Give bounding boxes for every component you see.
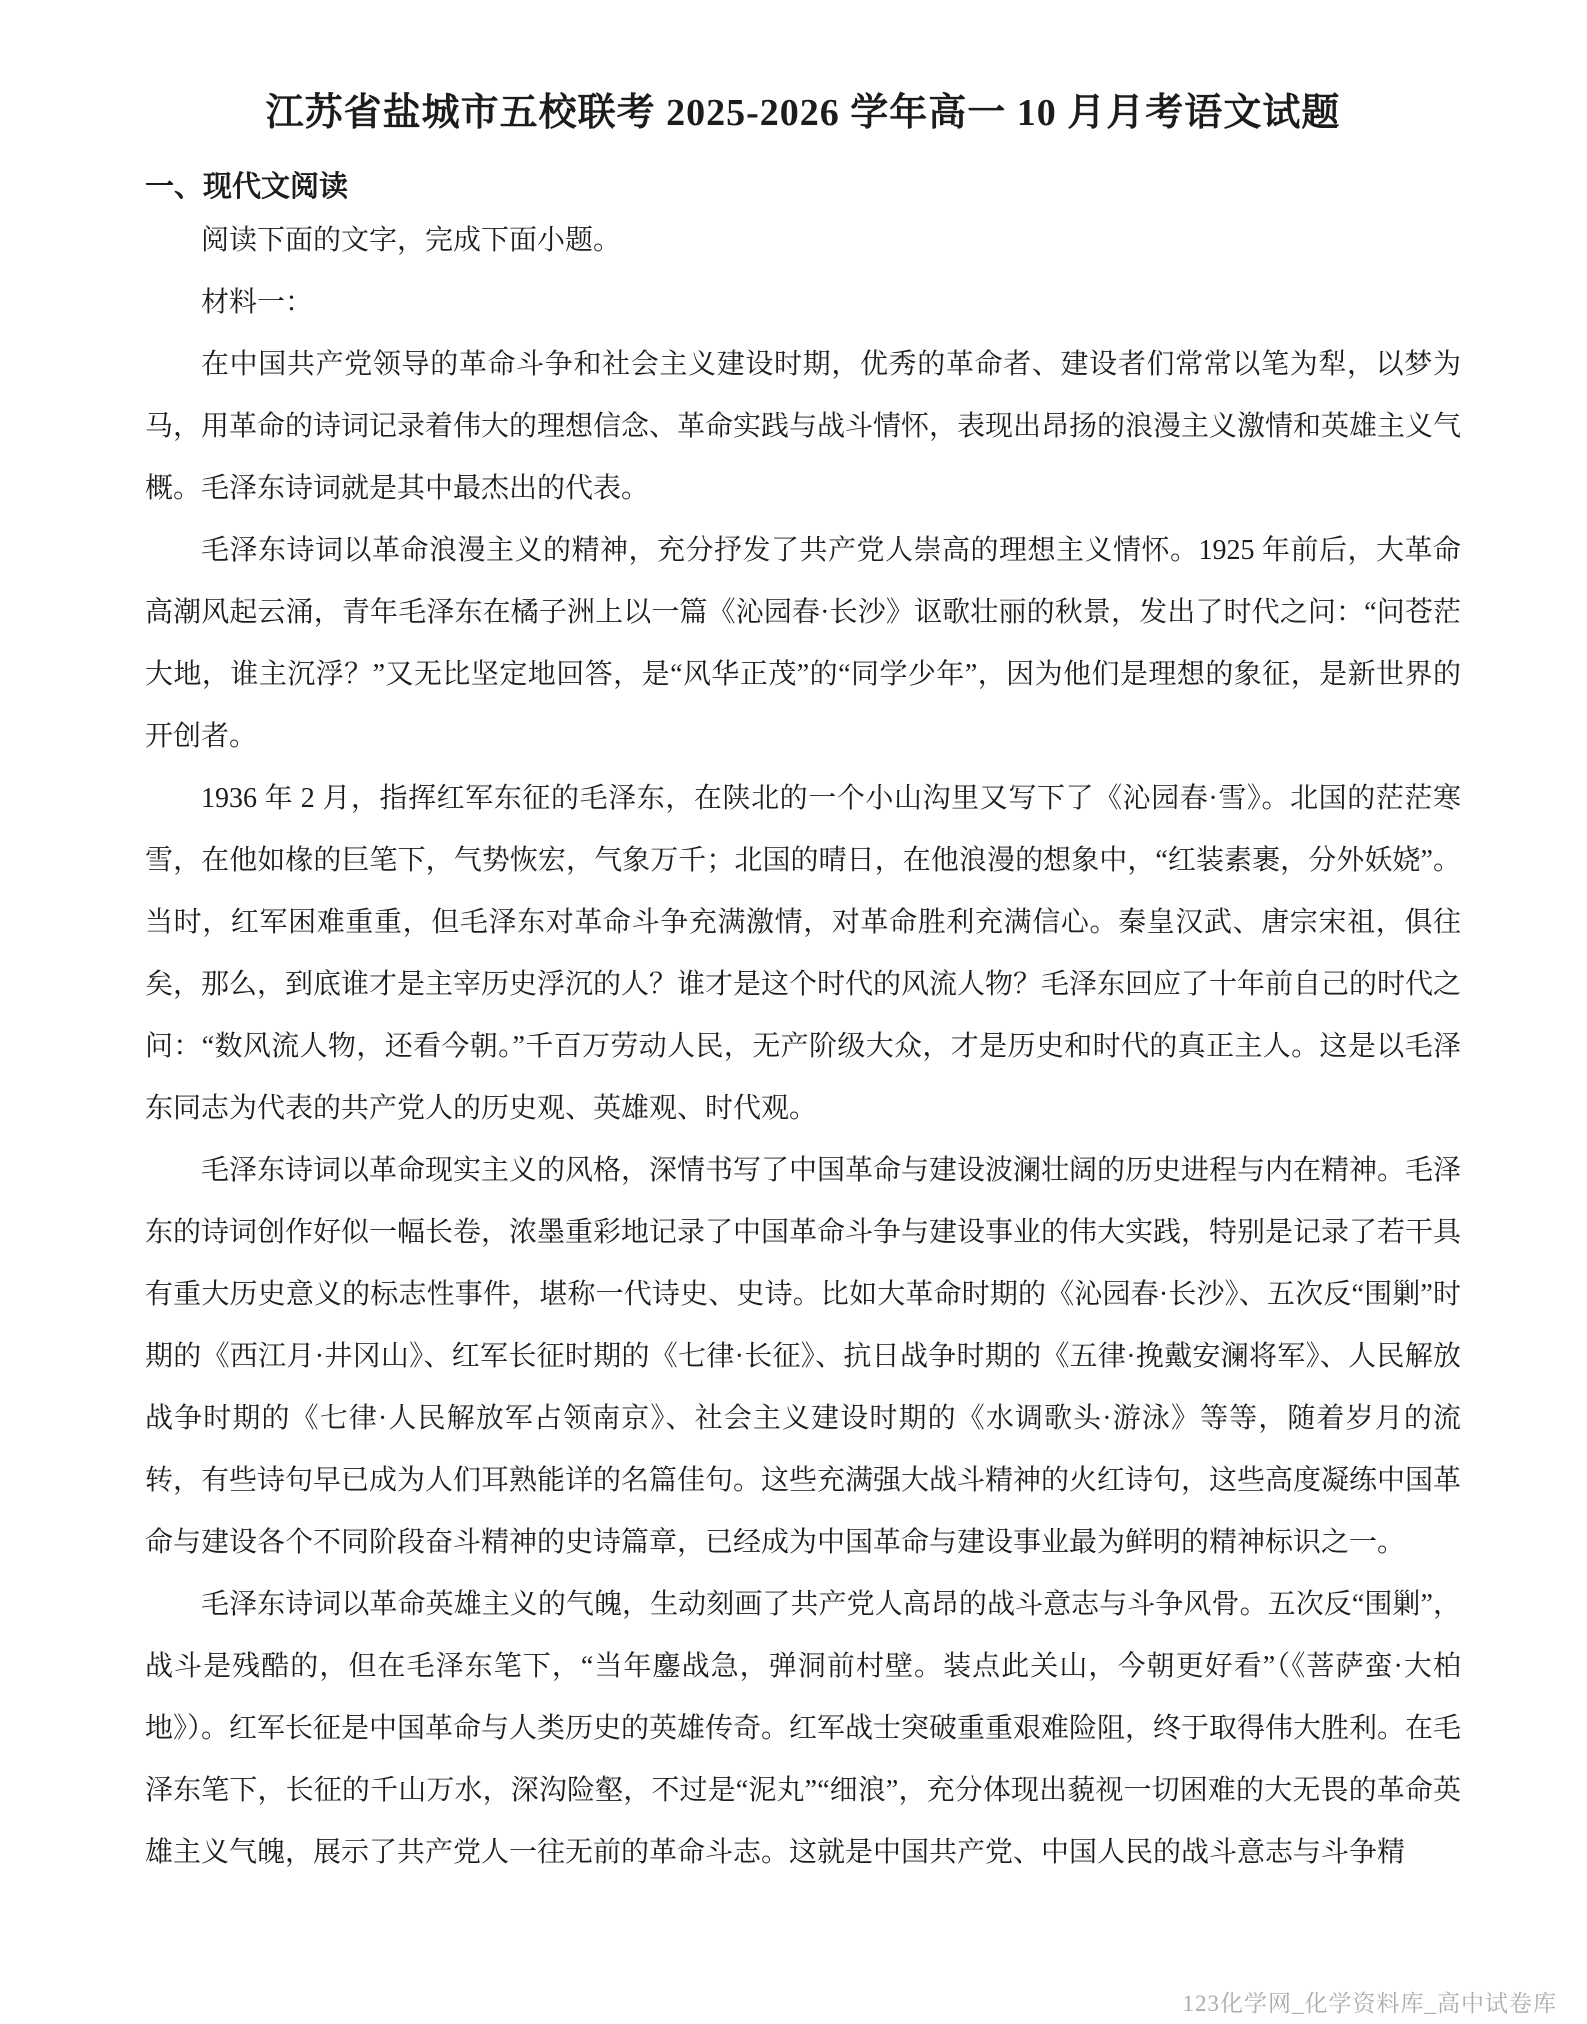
- watermark: 123化学网_化学资料库_高中试卷库: [1182, 1991, 1557, 2016]
- material-one-label: 材料一：: [201, 287, 314, 318]
- material-paragraph-2: 毛泽东诗词以革命浪漫主义的精神，充分抒发了共产党人崇高的理想主义情怀。1925 年前后，大革命高潮风起云涌，青年毛泽东在橘子洲上以一篇《沁园春·长沙》讴歌壮丽的秋景，发出了时代之问：“问苍茫大地，谁主沉浮？”又无比坚定地回答，是“风华正茂”的“同学少年”，因为他们是理想的象征，是新世界的开创者。: [145, 535, 1461, 752]
- material-paragraph-4: 毛泽东诗词以革命现实主义的风格，深情书写了中国革命与建设波澜壮阔的历史进程与内在精神。毛泽东的诗词创作好似一幅长卷，浓墨重彩地记录了中国革命斗争与建设事业的伟大实践，特别是记录了若干具有重大历史意义的标志性事件，堪称一代诗史、史诗。比如大革命时期的《沁园春·长沙》、五次反“围剿”时期的《西江月·井冈山》、红军长征时期的《七律·长征》、抗日战争时期的《五律·挽戴安澜将军》、人民解放战争时期的《七律·人民解放军占领南京》、社会主义建设时期的《水调歌头·游泳》等等，随着岁月的流转，有些诗句早已成为人们耳熟能详的名篇佳句。这些充满强大战斗精神的火红诗句，这些高度凝练中国革命与建设各个不同阶段奋斗精神的史诗篇章，已经成为中国革命与建设事业最为鲜明的精神标识之一。: [145, 1155, 1462, 1558]
- page-title: 江苏省盐城市五校联考 2025-2026 学年高一 10 月月考语文试题: [265, 92, 1341, 134]
- reading-passage: [145, 210, 1461, 1884]
- material-paragraph-5: 毛泽东诗词以革命英雄主义的气魄，生动刻画了共产党人高昂的战斗意志与斗争风骨。五次反“围剿”，战斗是残酷的，但在毛泽东笔下，“当年鏖战急，弹洞前村壁。装点此关山，今朝更好看”（《菩萨蛮·大柏地》）。红军长征是中国革命与人类历史的英雄传奇。红军战士突破重重艰难险阻，终于取得伟大胜利。在毛泽东笔下，长征的千山万水，深沟险壑，不过是“泥丸”“细浪”，充分体现出藐视一切困难的大无畏的革命英雄主义气魄，展示了共产党人一往无前的革命斗志。这就是中国共产党、中国人民的战斗意志与斗争精: [145, 1589, 1462, 1868]
- material-paragraph-1: 在中国共产党领导的革命斗争和社会主义建设时期，优秀的革命者、建设者们常常以笔为犁，以梦为马，用革命的诗词记录着伟大的理想信念、革命实践与战斗情怀，表现出昂扬的浪漫主义激情和英雄主义气概。毛泽东诗词就是其中最杰出的代表。: [145, 349, 1462, 504]
- section-heading-modern-text-reading: 一、现代文阅读: [145, 171, 349, 203]
- material-paragraph-3: 1936 年 2 月，指挥红军东征的毛泽东，在陕北的一个小山沟里又写下了《沁园春·雪》。北国的茫茫寒雪，在他如椽的巨笔下，气势恢宏，气象万千；北国的晴日，在他浪漫的想象中，“红装素裹，分外妖娆”。当时，红军困难重重，但毛泽东对革命斗争充满激情，对革命胜利充满信心。秦皇汉武、唐宗宋祖，俱往矣，那么，到底谁才是主宰历史浮沉的人？谁才是这个时代的风流人物？毛泽东回应了十年前自己的时代之问：“数风流人物，还看今朝。”千百万劳动人民，无产阶级大众，才是历史和时代的真正主人。这是以毛泽东同志为代表的共产党人的历史观、英雄观、时代观。: [145, 783, 1462, 1124]
- instruction-line: 阅读下面的文字，完成下面小题。: [201, 225, 622, 256]
